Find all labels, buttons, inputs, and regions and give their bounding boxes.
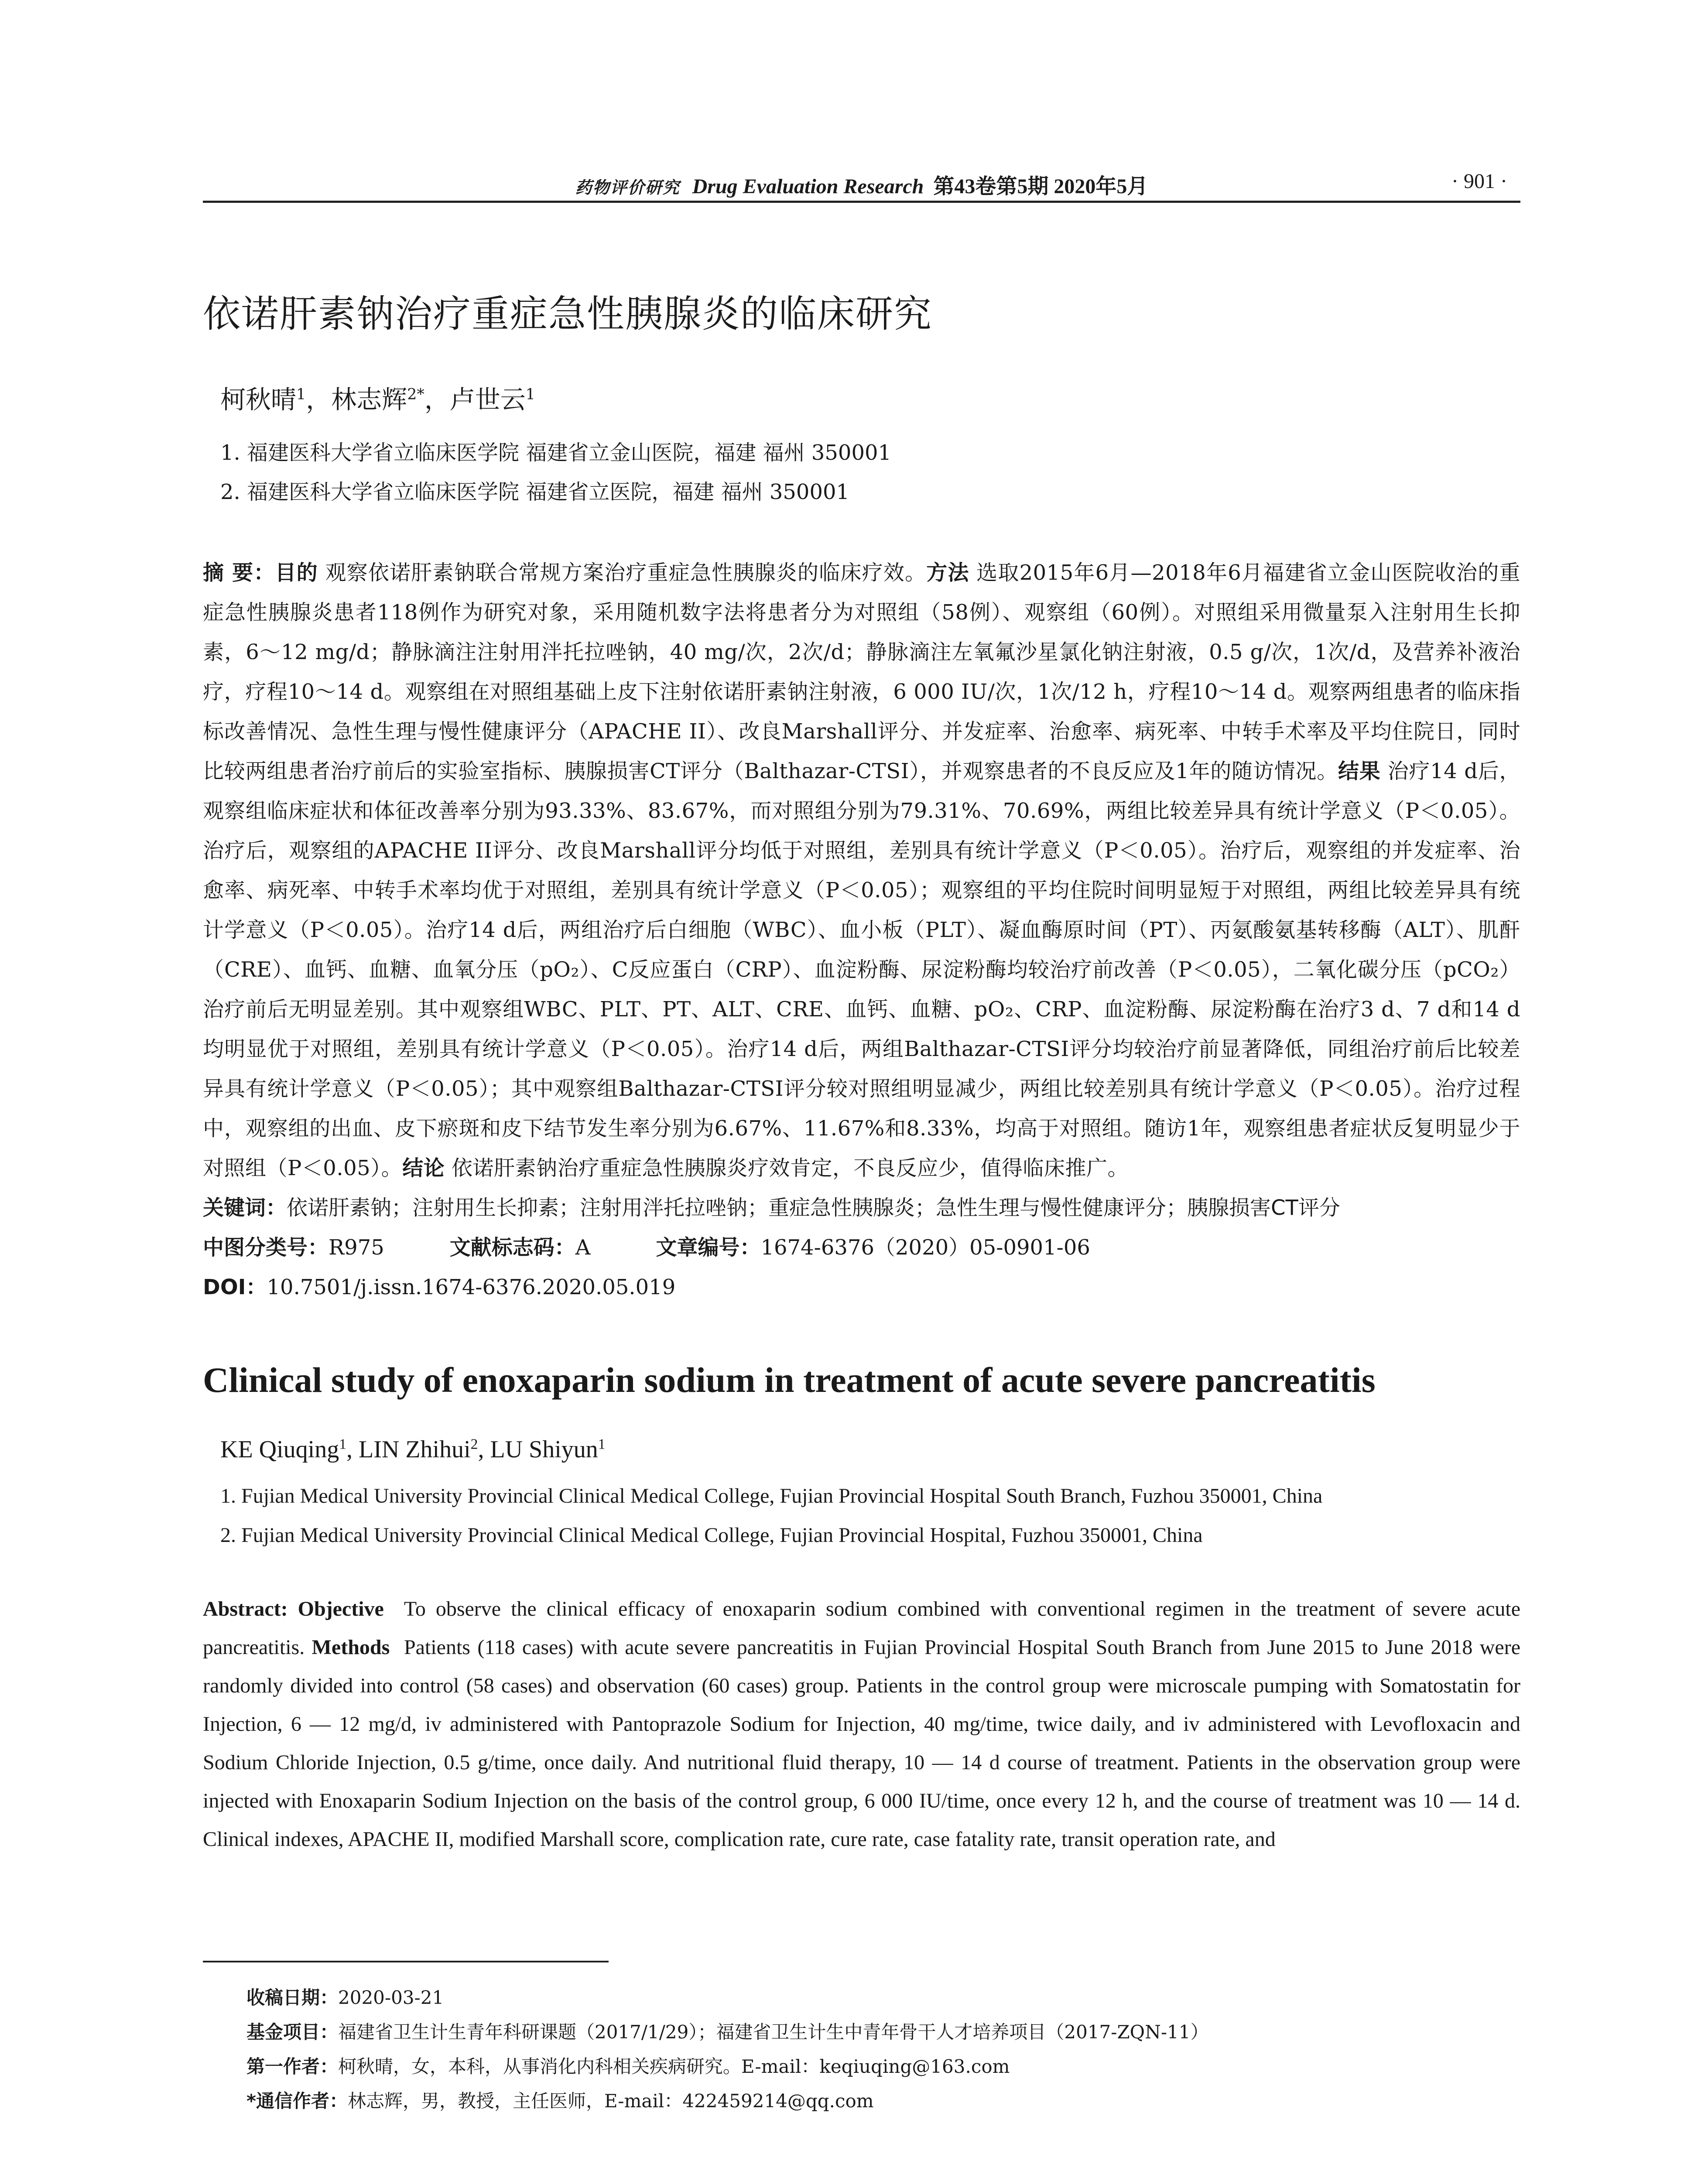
classification-line [203,1228,1520,1268]
footnote-funding: 基金项目：福建省卫生计生青年科研课题（2017/1/29）；福建省卫生计生中青年骨干人才培养项目（2017-ZQN-11） [246,2021,1209,2043]
en-title: Clinical study of enoxaparin sodium in treatment of acute severe pancreatitis [203,1360,1376,1400]
results-label: 结果 [1338,759,1381,783]
objective-text: 观察依诺肝素钠联合常规方案治疗重症急性胰腺炎的临床疗效。 [325,561,927,585]
author-affiliation-mark: 2* [407,386,424,403]
abstract-label: 摘 要： [203,561,275,585]
en-affiliation: 1. Fujian Medical University Provincial Clinical Medical College, Fujian Provincial Hospital South Branch, Fuzhou 350001, China [220,1484,1323,1508]
running-header [203,166,1520,196]
clc-label: 中图分类号： [203,1235,329,1260]
keywords [203,1188,1520,1228]
journal-logo: 药物评价研究 [575,179,680,197]
author-name: KE Qiuqing [220,1436,339,1463]
objective-label: 目的 [275,561,318,585]
doc-code-label: 文献标志码： [449,1235,575,1260]
author-affiliation-mark: 1 [598,1436,606,1453]
abstract-label: Abstract: [203,1597,288,1620]
doi-value[interactable]: 10.7501/j.issn.1674-6376.2020.05.019 [267,1275,676,1299]
results-text: 治疗14 d后，观察组临床症状和体征改善率分别为93.33%、83.67%，而对照组分别为79.31%、70.69%，两组比较差异具有统计学意义（P＜0.05）。治疗后，观察组的APACHE II评分、改良Marshall评分均低于对照组，差别具有统计学意义（P＜0.05）。治疗后，观察组的并发症率、治愈率、病死率、中转手术率均优于对照组，差别具有统计学意义（P＜0.05）；观察组的平均住院时间明显短于对照组，两组比较差异具有统计学意义（P＜0.05）。治疗14 d后，两组治疗后白细胞（WBC）、血小板（PLT）、凝血酶原时间（PT）、丙氨酸氨基转移酶（ALT）、肌酐（CRE）、血钙、血糖、血氧分压（pO₂）、C反应蛋白（CRP）、血淀粉酶、尿淀粉酶均较治疗前改善（P＜0.05），二氧化碳分压（pCO₂）治疗前后无明显差别。其中观察组WBC、PLT、PT、ALT、CRE、血钙、血糖、pO₂、CRP、血淀粉酶、尿淀粉酶在治疗3 d、7 d和14 d均明显优于对照组，差别具有统计学意义（P＜0.05）。治疗14 d后，两组Balthazar-CTSI评分均较治疗前显著降低，同组治疗前后比较差异具有统计学意义（P＜0.05）；其中观察组Balthazar-CTSI评分较对照组明显减少，两组比较差别具有统计学意义（P＜0.05）。治疗过程中，观察组的出血、皮下瘀斑和皮下结节发生率分别为6.67%、11.67%和8.33%，均高于对照组。随访1年，观察组患者症状反复明显少于对照组（P＜0.05）。 [203,759,1520,1180]
footnote-corresponding-author: *通信作者：林志辉，男，教授，主任医师，E-mail：422459214@qq.com [246,2090,874,2112]
cn-authors: 柯秋晴$^1$，林志辉$^{2*}$，卢世云$^1$ [220,385,535,414]
author-affiliation-mark: 1 [339,1436,347,1453]
doc-code-value: A [575,1235,591,1260]
conclusion-text: 依诺肝素钠治疗重症急性胰腺炎疗效肯定，不良反应少，值得临床推广。 [451,1156,1129,1180]
author-name: LU Shiyun [490,1436,598,1463]
en-affiliation: 2. Fujian Medical University Provincial Clinical Medical College, Fujian Provincial Hospital, Fuzhou 350001, China [220,1524,1203,1547]
en-authors: KE Qiuqing$^1$, LIN Zhihui$^2$, LU Shiyun$^1$ [220,1436,606,1463]
page-number: · 901 · [1451,170,1507,193]
cn-affiliation: 2. 福建医科大学省立临床医学院 福建省立医院，福建 福州 350001 [220,480,850,504]
cn-abstract [203,553,1520,1188]
conclusion-label: 结论 [402,1156,445,1180]
journal-header [203,169,1520,199]
objective-label: Objective [298,1597,384,1620]
cn-title: 依诺肝素钠治疗重症急性胰腺炎的临床研究 [203,292,932,336]
header-rule [203,201,1520,203]
article-no-value: 1674-6376（2020）05-0901-06 [760,1235,1090,1260]
methods-label: 方法 [926,561,969,585]
article-no-label: 文章编号： [656,1235,761,1260]
author-name: 林志辉 [331,385,407,414]
author-affiliation-mark: 2 [470,1436,478,1453]
clc-value: R975 [329,1235,384,1260]
footnote-rule [203,1961,609,1962]
author-name: 柯秋晴 [220,385,297,414]
doi-label: DOI： [203,1275,267,1299]
cn-affiliation: 1. 福建医科大学省立临床医学院 福建省立金山医院，福建 福州 350001 [220,441,892,465]
en-abstract [203,1590,1520,1859]
objective-text: To observe the clinical efficacy of enoxaparin sodium combined with conventional regimen in the treatment of severe acute pancreatitis. [203,1597,1521,1659]
journal-name: Drug Evaluation Research [692,175,924,198]
author-affiliation-mark: 1 [296,386,306,403]
doi-line [203,1268,1520,1307]
footnote-received: 收稿日期：2020-03-21 [246,1987,444,2008]
methods-text: Patients (118 cases) with acute severe pancreatitis in Fujian Provincial Hospital South Branch from June 2015 to June 2018 were randomly divided into control (58 cases) and observation (60 cases) group. Patients in the control group were microscale pumping with Somatostatin for Injection, 6 — 12 mg/d, iv administered with Pantoprazole Sodium for Injection, 40 mg/time, twice daily, and iv administered with Levofloxacin and Sodium Chloride Injection, 0.5 g/time, once daily. And nutritional fluid therapy, 10 — 14 d course of treatment. Patients in the observation group were injected with Enoxaparin Sodium Injection on the basis of the control group, 6 000 IU/time, once every 12 h, and the course of treatment was 10 — 14 d. Clinical indexes, APACHE II, modified Marshall score, complication rate, cure rate, case fatality rate, transit operation rate, and [203,1636,1521,1851]
keywords-text: 依诺肝素钠；注射用生长抑素；注射用泮托拉唑钠；重症急性胰腺炎；急性生理与慢性健康评分；胰腺损害CT评分 [287,1196,1340,1220]
methods-label: Methods [311,1636,390,1659]
footnotes [246,1980,1208,2118]
methods-text: 选取2015年6月—2018年6月福建省立金山医院收治的重症急性胰腺炎患者118例作为研究对象，采用随机数字法将患者分为对照组（58例）、观察组（60例）。对照组采用微量泵入注射用生长抑素，6～12 mg/d；静脉滴注注射用泮托拉唑钠，40 mg/次，2次/d；静脉滴注左氧氟沙星氯化钠注射液，0.5 g/次，1次/d，及营养补液治疗，疗程10～14 d。观察组在对照组基础上皮下注射依诺肝素钠注射液，6 000 IU/次，1次/12 h，疗程10～14 d。观察两组患者的临床指标改善情况、急性生理与慢性健康评分（APACHE II）、改良Marshall评分、并发症率、治愈率、病死率、中转手术率及平均住院日，同时比较两组患者治疗前后的实验室指标、胰腺损害CT评分（Balthazar-CTSI），并观察患者的不良反应及1年的随访情况。 [203,561,1520,783]
keywords-label: 关键词： [203,1196,287,1220]
paper-page [203,166,1521,2112]
author-affiliation-mark: 1 [525,386,535,403]
author-name: LIN Zhihui [359,1436,471,1463]
issue-info: 第43卷第5期 2020年5月 [933,175,1148,198]
footnote-first-author: 第一作者：柯秋晴，女，本科，从事消化内科相关疾病研究。E-mail：keqiuqing@163.com [246,2056,1010,2077]
author-name: 卢世云 [449,385,526,414]
